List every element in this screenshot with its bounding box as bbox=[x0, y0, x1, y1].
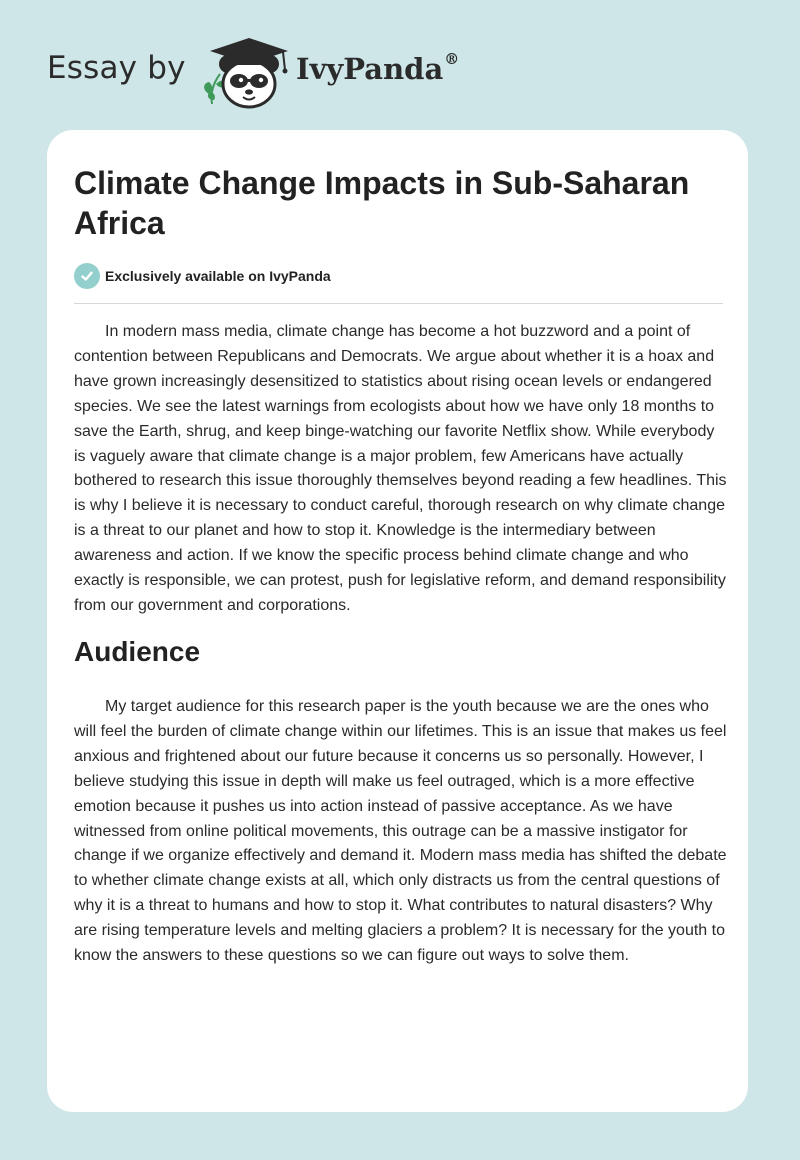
essay-card bbox=[47, 130, 748, 1112]
site-header bbox=[0, 0, 800, 130]
intro-paragraph: In modern mass media, climate change has become a hot buzzword and a point of contention between Republicans and Democrats. We argue about whether it is a hoax and have grown increasingly desensitized to statistics about rising ocean levels or endangered species. We see the latest warnings from ecologists about how we have only 18 months to save the Earth, shrug, and keep binge-watching our favorite Netflix show. While everybody is vaguely aware that climate change is a major problem, few Americans have actually bothered to research this issue thoroughly themselves beyond reading a few headlines. This is why I believe it is necessary to conduct careful, thorough research on why climate change is a threat to our planet and how to stop it. Knowledge is the intermediary between awareness and action. If we know the specific process behind climate change and who exactly is responsible, we can protest, push for legislative reform, and demand responsibility from our government and corporations. bbox=[74, 323, 727, 614]
essay-by-label: Essay by bbox=[47, 50, 186, 86]
exclusive-badge bbox=[74, 263, 331, 289]
exclusive-badge-label: Exclusively available on IvyPanda bbox=[105, 268, 331, 284]
essay-title: Climate Change Impacts in Sub-Saharan Africa bbox=[74, 165, 690, 241]
section-heading-audience: Audience bbox=[74, 636, 201, 667]
panda-graduate-logo-icon[interactable] bbox=[200, 34, 296, 110]
divider bbox=[74, 303, 723, 304]
brand-name[interactable]: IvyPanda® bbox=[296, 50, 460, 86]
audience-paragraph: My target audience for this research paper is the youth because we are the ones who will feel the burden of climate change within our lifetimes. This is an issue that makes us feel anxious and frightened about our future because it concerns us so personally. However, I believe studying this issue in depth will make us feel outraged, which is a more effective emotion because it pushes us into action instead of passive acceptance. As we have witnessed from online political movements, this outrage can be a massive instigator for change if we organize effectively and demand it. Modern mass media has shifted the debate to whether climate change exists at all, which only distracts us from the central questions of why it is a threat to humans and how to stop it. What contributes to natural disasters? Why are rising temperature levels and melting glaciers a problem? It is necessary for the youth to know the answers to these questions so we can figure out ways to solve them. bbox=[74, 698, 727, 965]
checkmark-icon bbox=[74, 263, 100, 289]
registered-mark: ® bbox=[444, 50, 460, 68]
